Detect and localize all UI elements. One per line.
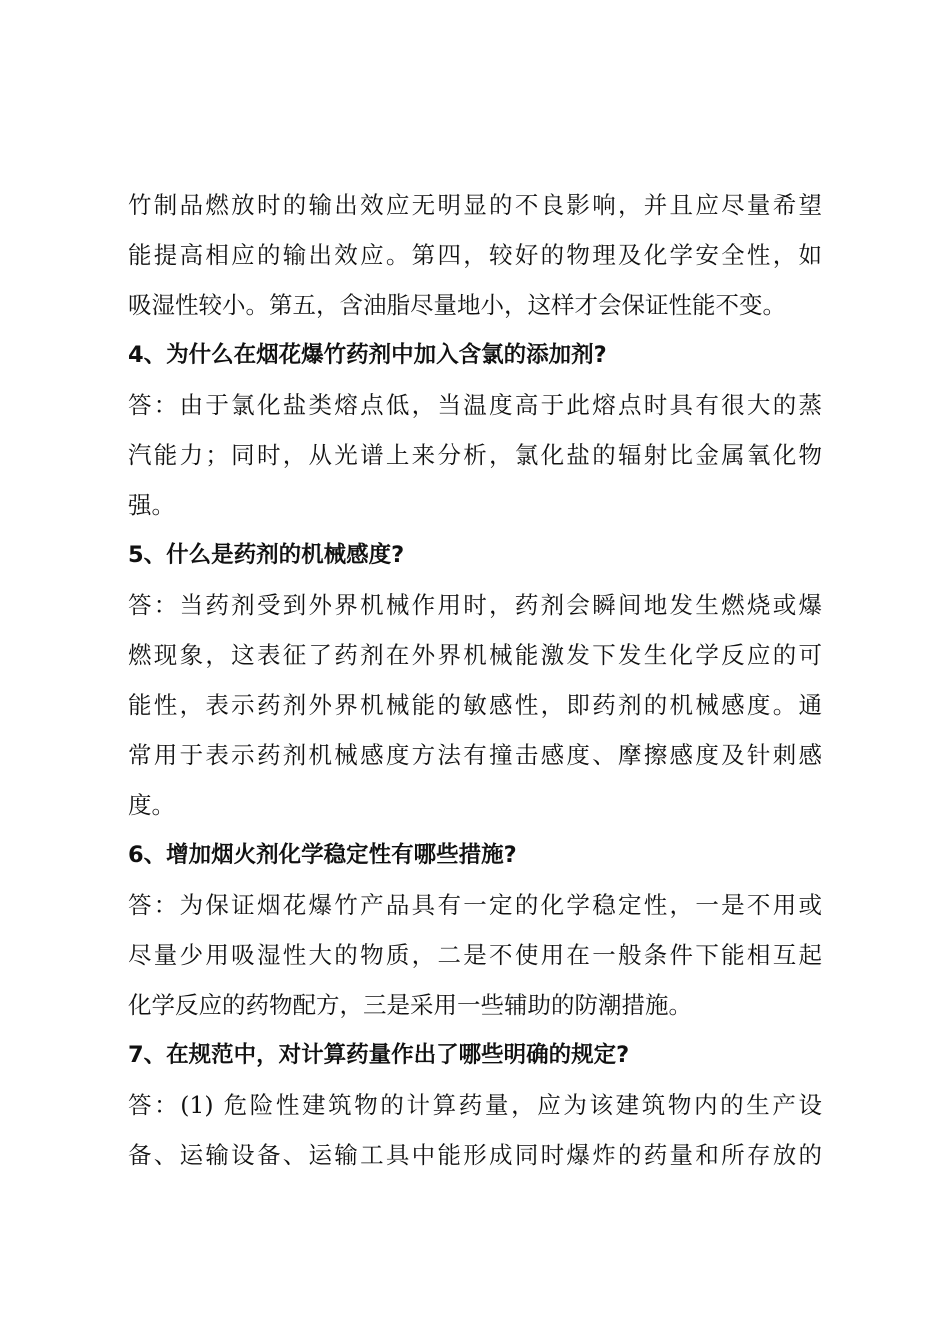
answer-line: 能性，表示药剂外界机械能的敏感性，即药剂的机械感度。通	[128, 691, 822, 719]
answer-line: 度。	[128, 791, 175, 819]
answer-line: 答：当药剂受到外界机械作用时，药剂会瞬间地发生燃烧或爆	[128, 591, 822, 619]
paragraph-line: 能提高相应的输出效应。第四，较好的物理及化学安全性，如	[128, 241, 822, 269]
answer-line: 强。	[128, 491, 175, 519]
paragraph-line: 吸湿性较小。第五，含油脂尽量地小，这样才会保证性能不变。	[128, 291, 786, 319]
answer-line: 常用于表示药剂机械感度方法有撞击感度、摩擦感度及针刺感	[128, 741, 822, 769]
question-heading-7: 7、在规范中，对计算药量作出了哪些明确的规定?	[128, 1042, 630, 1068]
answer-line: 化学反应的药物配方，三是采用一些辅助的防潮措施。	[128, 991, 692, 1019]
answer-line: 汽能力；同时，从光谱上来分析，氯化盐的辐射比金属氧化物	[128, 441, 822, 469]
answer-line: 燃现象，这表征了药剂在外界机械能激发下发生化学反应的可	[128, 641, 822, 669]
answer-line: 尽量少用吸湿性大的物质，二是不使用在一般条件下能相互起	[128, 941, 822, 969]
question-heading-4: 4、为什么在烟花爆竹药剂中加入含氯的添加剂?	[128, 342, 607, 368]
paragraph-line: 竹制品燃放时的输出效应无明显的不良影响，并且应尽量希望	[128, 191, 822, 219]
answer-line: 答：为保证烟花爆竹产品具有一定的化学稳定性，一是不用或	[128, 891, 822, 919]
answer-line: 答：由于氯化盐类熔点低，当温度高于此熔点时具有很大的蒸	[128, 391, 822, 419]
answer-line: 答：(1) 危险性建筑物的计算药量，应为该建筑物内的生产设	[128, 1091, 822, 1119]
document-body	[128, 180, 822, 1180]
question-heading-6: 6、增加烟火剂化学稳定性有哪些措施?	[128, 842, 517, 868]
question-heading-5: 5、什么是药剂的机械感度?	[128, 542, 405, 568]
answer-line: 备、运输设备、运输工具中能形成同时爆炸的药量和所存放的	[128, 1141, 822, 1169]
